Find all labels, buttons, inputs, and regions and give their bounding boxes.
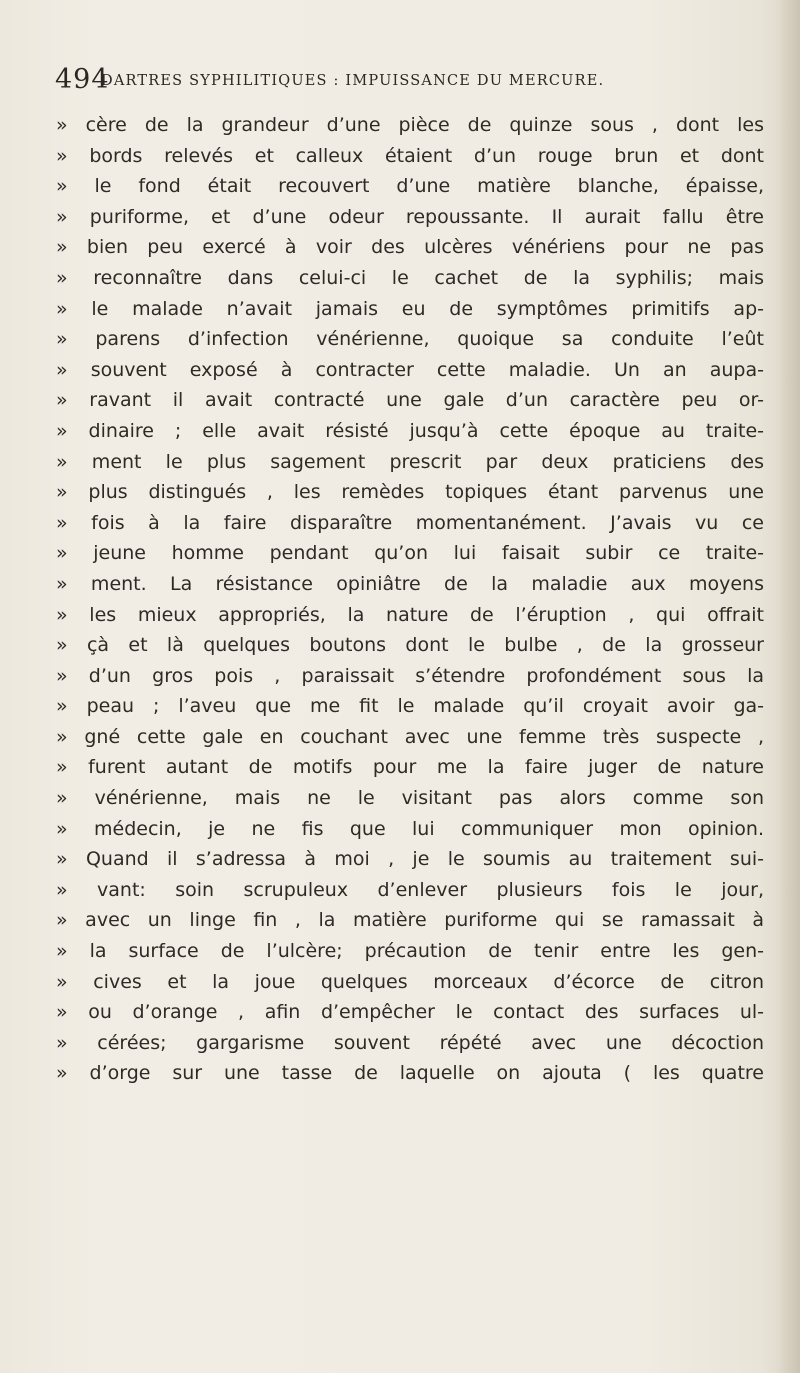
text-line: » çà et là quelques boutons dont le bulbe , de la grosseur xyxy=(56,634,764,657)
text-line: » plus distingués , les remèdes topiques étant parvenus une xyxy=(56,481,764,504)
text-line: » dinaire ; elle avait résisté jusqu’à cette époque au traite- xyxy=(56,419,764,442)
text-line: » reconnaître dans celui-ci le cachet de la syphilis; mais xyxy=(56,266,764,289)
text-line: » vénérienne, mais ne le visitant pas alors comme son xyxy=(56,787,764,810)
text-line: » puriforme, et d’une odeur repoussante. Il aurait fallu être xyxy=(56,205,764,228)
text-line: » les mieux appropriés, la nature de l’éruption , qui offrait xyxy=(56,603,764,626)
text-line: » gné cette gale en couchant avec une femme très suspecte , xyxy=(56,725,764,748)
text-line: » avec un linge fin , la matière puriforme qui se ramassait à xyxy=(56,909,764,932)
text-line: » souvent exposé à contracter cette maladie. Un an aupa- xyxy=(56,358,764,381)
text-line: » cère de la grandeur d’une pièce de quinze sous , dont les xyxy=(56,114,764,136)
text-line: » cérées; gargarisme souvent répété avec une décoction xyxy=(56,1031,764,1054)
page-gutter-shadow xyxy=(778,0,800,1373)
text-line: » d’un gros pois , paraissait s’étendre profondément sous la xyxy=(56,664,764,687)
text-line: » jeune homme pendant qu’on lui faisait subir ce traite- xyxy=(56,542,764,565)
body-text xyxy=(56,110,764,1089)
page-number: 494 xyxy=(55,64,110,95)
text-line: » ment. La résistance opiniâtre de la maladie aux moyens xyxy=(56,572,764,595)
text-line: » vant: soin scrupuleux d’enlever plusieurs fois le jour, xyxy=(56,878,764,901)
text-line: » cives et la joue quelques morceaux d’écorce de citron xyxy=(56,970,764,993)
text-line: » médecin, je ne fis que lui communiquer mon opinion. xyxy=(56,817,764,840)
text-line: » d’orge sur une tasse de laquelle on ajouta ( les quatre xyxy=(56,1062,764,1085)
text-line: » bien peu exercé à voir des ulcères vénériens pour ne pas xyxy=(56,236,764,259)
text-line: » la surface de l’ulcère; précaution de tenir entre les gen- xyxy=(56,940,764,963)
text-line: » parens d’infection vénérienne, quoique sa conduite l’eût xyxy=(56,328,764,351)
text-line: » furent autant de motifs pour me la faire juger de nature xyxy=(56,756,764,779)
text-line: » fois à la faire disparaître momentanément. J’avais vu ce xyxy=(56,511,764,534)
text-line: » le fond était recouvert d’une matière blanche, épaisse, xyxy=(56,175,764,198)
text-line: » Quand il s’adressa à moi , je le soumis au traitement sui- xyxy=(56,848,764,871)
text-line: » le malade n’avait jamais eu de symptômes primitifs ap- xyxy=(56,297,764,320)
text-line: » peau ; l’aveu que me fit le malade qu’il croyait avoir ga- xyxy=(56,695,764,718)
text-line: » ravant il avait contracté une gale d’un caractère peu or- xyxy=(56,389,764,412)
page-header xyxy=(55,64,755,104)
running-head: DARTRES SYPHILITIQUES : IMPUISSANCE DU MERCURE. xyxy=(101,73,605,89)
text-line: » bords relevés et calleux étaient d’un rouge brun et dont xyxy=(56,144,764,167)
text-line: » ou d’orange , afin d’empêcher le contact des surfaces ul- xyxy=(56,1001,764,1024)
text-line: » ment le plus sagement prescrit par deux praticiens des xyxy=(56,450,764,473)
